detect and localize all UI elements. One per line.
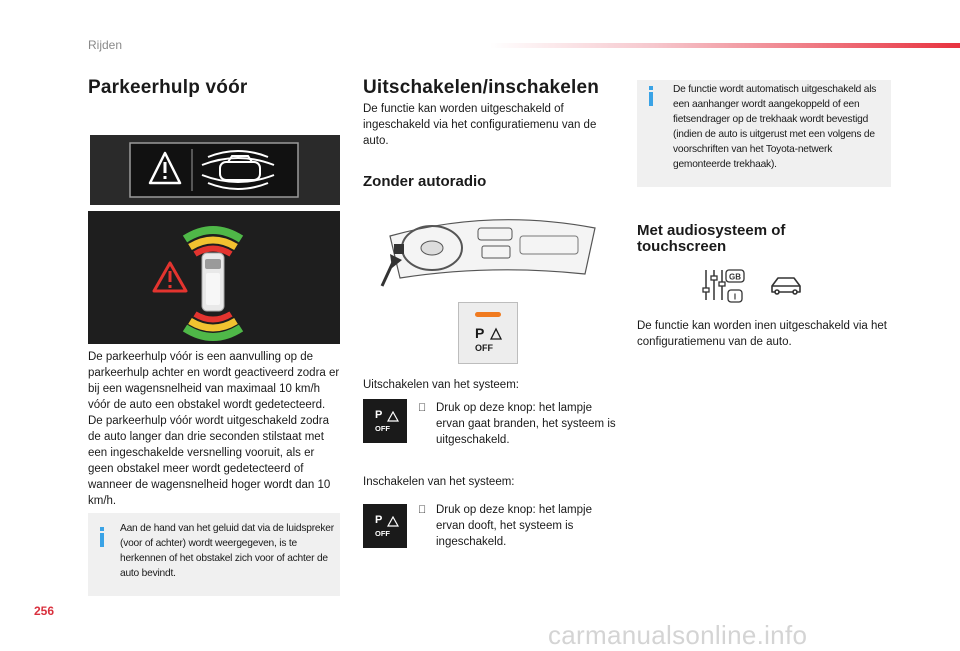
page-number: 256 xyxy=(34,604,55,618)
watermark: carmanualsonline.info xyxy=(548,620,808,650)
front-sensor-arcs xyxy=(185,230,241,254)
left-title: Parkeerhulp vóór xyxy=(88,77,248,98)
right-note-text: De functie wordt automatisch uitgeschakeld als een aanhanger wordt aangekoppeld of een fietsendrager op de trekhaak wordt bevestigd (indien de auto is uitgerust met een volgens de voorschriften van het Toyota-netwerk gemonteerde trekhaak). xyxy=(673,84,877,170)
right-info-note xyxy=(637,80,891,187)
info-icon xyxy=(649,92,653,106)
middle-title: Uitschakelen/inschakelen xyxy=(363,77,600,98)
without-radio-subtitle: Zonder autoradio xyxy=(363,173,487,190)
sensor-display-graphic xyxy=(88,211,340,344)
off-glyph: OFF xyxy=(375,529,390,538)
dashboard-illustration xyxy=(380,208,605,293)
enable-bullet xyxy=(418,502,618,550)
park-assist-button-icon-2 xyxy=(363,504,407,548)
info-icon xyxy=(100,533,104,547)
p-glyph: P xyxy=(375,409,383,421)
left-note-text: Aan de hand van het geluid dat via de luidspreker (voor of achter) wordt weergegeven, is te herkennen of het obstakel zich voor of achter de auto bevindt. xyxy=(120,523,334,579)
rear-sensor-arcs xyxy=(185,314,241,337)
config-menu-icons xyxy=(700,268,805,304)
cluster-display-graphic xyxy=(90,135,340,205)
enable-label: Inschakelen van het systeem: xyxy=(363,476,515,488)
audio-system-subtitle: Met audiosysteem of touchscreen xyxy=(637,222,786,255)
dashboard-graphic xyxy=(380,208,605,293)
park-assist-button-icon-1 xyxy=(363,399,407,443)
button-p-label: P xyxy=(475,325,485,341)
section-label: Rijden xyxy=(88,38,123,52)
parking-sensor-display-image xyxy=(88,211,340,344)
button-off-label: OFF xyxy=(475,343,493,353)
park-assist-off-button-large[interactable] xyxy=(458,302,518,364)
bullet-symbol xyxy=(418,400,436,448)
disable-bullet xyxy=(418,400,618,448)
off-glyph: OFF xyxy=(375,424,390,433)
disable-label: Uitschakelen van het systeem: xyxy=(363,379,519,391)
instrument-cluster-image xyxy=(90,135,340,205)
left-info-note xyxy=(88,513,340,596)
button-indicator-lamp xyxy=(475,312,501,317)
vehicle-top-view-icon xyxy=(202,253,224,311)
p-glyph: P xyxy=(375,514,383,526)
disable-bullet-text: Druk op deze knop: het lampje ervan gaat branden, het systeem is uitgeschakeld. xyxy=(436,402,616,446)
sensor-waves-icon xyxy=(387,411,399,423)
enable-bullet-text: Druk op deze knop: het lampje ervan dooft, het systeem is ingeschakeld. xyxy=(436,504,592,548)
bullet-symbol xyxy=(418,502,436,550)
right-body-text: De functie kan worden inen uitgeschakeld via het configuratiemenu van de auto. xyxy=(637,320,887,348)
gb-flag-label: GB xyxy=(729,272,741,282)
sensor-waves-icon xyxy=(387,516,399,528)
left-body-text: De parkeerhulp vóór is een aanvulling op de parkeerhulp achter en wordt geactiveerd zodra er bij een wagensnelheid van maximaal 10 km/h vóór de auto een obstakel wordt gedetecteerd. De parkeerhulp vóór wordt uitgeschakeld zodra de auto langer dan drie seconden stilstaat met een ingeschakelde versnelling vooruit, als er geen obstakel meer wordt gedetecteerd of wanneer de wagensnelheid hoger wordt dan 10 km/h. xyxy=(88,351,340,507)
settings-sliders-icon xyxy=(700,268,805,304)
car-settings-icon xyxy=(772,278,800,294)
i-flag-label: I xyxy=(733,292,737,302)
sensor-waves-icon xyxy=(489,327,503,341)
warning-triangle-red-icon xyxy=(154,263,186,291)
middle-intro-text: De functie kan worden uitgeschakeld of ingeschakeld via het configuratiemenu van de auto. xyxy=(363,103,597,147)
header-accent-bar xyxy=(490,43,960,48)
